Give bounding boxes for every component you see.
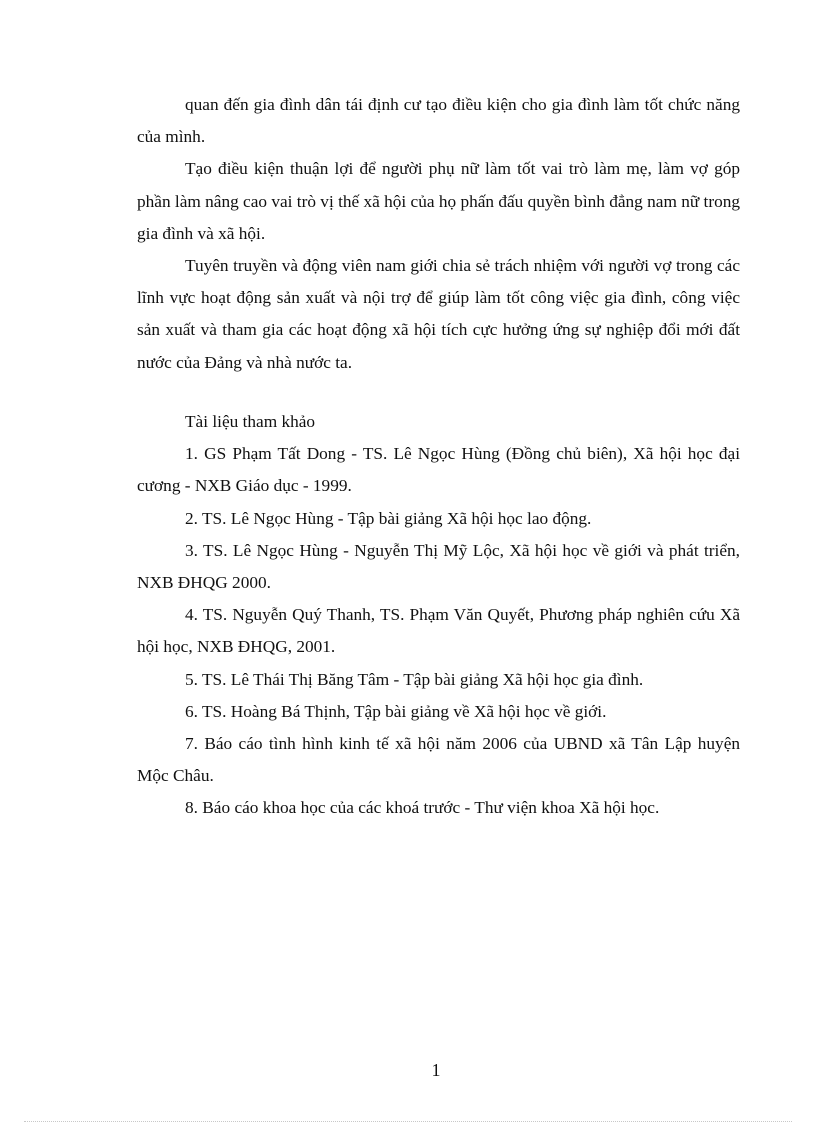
references-section (137, 406, 740, 825)
body-text (137, 89, 740, 379)
references-heading: Tài liệu tham khảo (185, 412, 316, 431)
page-bottom-border (24, 1121, 792, 1122)
reference-item: 3. TS. Lê Ngọc Hùng - Nguyễn Thị Mỹ Lộc, Xã hội học về giới và phát triển, NXB ĐHQG 2000. (137, 540, 740, 593)
reference-item: 1. GS Phạm Tất Dong - TS. Lê Ngọc Hùng (Đồng chủ biên), Xã hội học đại cương - NXB Giáo dục - 1999. (137, 444, 740, 496)
reference-item: 8. Báo cáo khoa học của các khoá trước - Thư viện khoa Xã hội học. (185, 798, 660, 818)
page-number: 1 (431, 1060, 441, 1080)
body-paragraph-3: Tuyên truyền và động viên nam giới chia sẻ trách nhiệm với người vợ trong các lĩnh vực hoạt động sản xuất và nội trợ để giúp làm tốt công việc gia đình, công việc sản xuất và tham gia các hoạt động xã hội tích cực hưởng ứng sự nghiệp đổi mới đất nước của Đảng và nhà nước ta. (137, 256, 740, 372)
body-paragraph-1: quan đến gia đình dân tái định cư tạo điều kiện cho gia đình làm tốt chức năng của mình. (137, 95, 740, 147)
reference-item: 2. TS. Lê Ngọc Hùng - Tập bài giảng Xã hội học lao động. (185, 508, 592, 528)
reference-item: 5. TS. Lê Thái Thị Băng Tâm - Tập bài giảng Xã hội học gia đình. (185, 669, 644, 689)
reference-item: 4. TS. Nguyễn Quý Thanh, TS. Phạm Văn Quyết, Phương pháp nghiên cứu Xã hội học, NXB ĐHQG, 2001. (137, 605, 740, 657)
reference-item: 7. Báo cáo tình hình kinh tế xã hội năm 2006 của UBND xã Tân Lập huyện Mộc Châu. (137, 734, 740, 786)
reference-item: 6. TS. Hoàng Bá Thịnh, Tập bài giảng về Xã hội học về giới. (185, 701, 607, 721)
body-paragraph-2: Tạo điều kiện thuận lợi để người phụ nữ làm tốt vai trò làm mẹ, làm vợ góp phần làm nâng cao vai trò vị thế xã hội của họ phấn đấu quyền bình đẳng nam nữ trong gia đình và xã hội. (137, 159, 741, 243)
